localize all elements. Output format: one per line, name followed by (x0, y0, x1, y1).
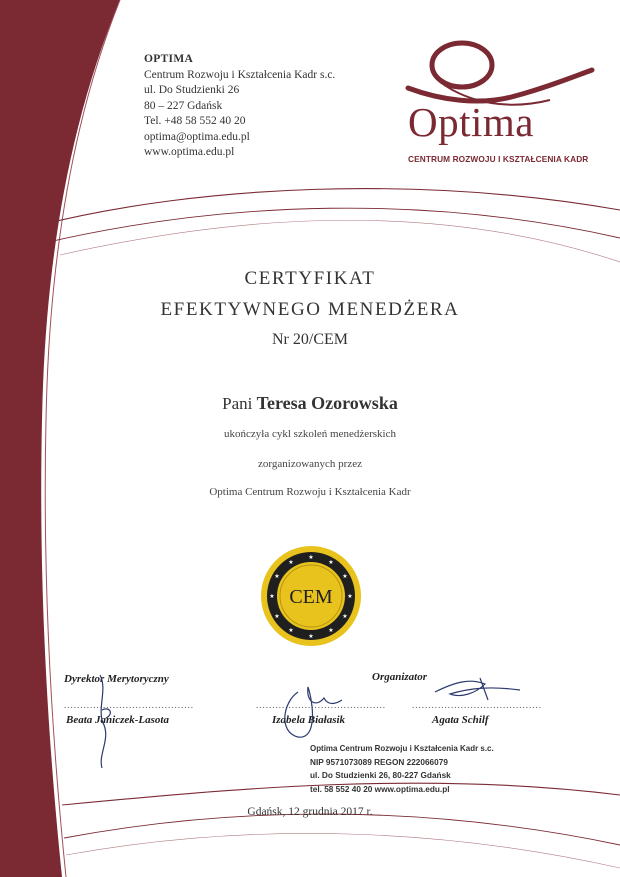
svg-text:★: ★ (308, 633, 314, 640)
stamp-line: ul. Do Studzienki 26, 80-227 Gdańsk (310, 770, 451, 780)
sender-org: OPTIMA (144, 53, 194, 65)
svg-text:★: ★ (269, 593, 275, 600)
svg-text:★: ★ (288, 627, 294, 634)
company-stamp (310, 742, 502, 796)
body-line: Optima Centrum Rozwoju i Kształcenia Kadr (209, 486, 411, 498)
seal-label: CEM (289, 586, 333, 608)
middle-signature-dots: ........................................ (256, 700, 386, 710)
svg-text:★: ★ (328, 559, 334, 566)
sender-address (144, 52, 335, 161)
svg-text:★: ★ (342, 613, 348, 620)
svg-text:★: ★ (274, 613, 280, 620)
lower-swoop-line-3 (66, 833, 620, 868)
left-handwritten-signature (90, 670, 120, 770)
sender-line: Tel. +48 58 552 40 20 (144, 115, 246, 127)
recipient-name: Teresa Ozorowska (256, 393, 398, 413)
upper-swoop-line-1 (40, 189, 620, 225)
svg-text:★: ★ (347, 593, 353, 600)
stamp-line: Optima Centrum Rozwoju i Kształcenia Kadr s.c. (310, 743, 494, 753)
certificate-subtitle: EFEKTYWNEGO MENEDŻERA (160, 299, 460, 320)
svg-text:★: ★ (308, 554, 314, 561)
right-signatory-role: Organizator (372, 671, 428, 683)
logo-wordmark: Optima (408, 99, 534, 145)
svg-text:★: ★ (342, 573, 348, 580)
lower-swoop-line-2 (64, 814, 620, 845)
upper-swoop-line-3 (60, 220, 620, 262)
svg-text:★: ★ (288, 559, 294, 566)
middle-signatory-name: Izabela Białasik (272, 714, 346, 726)
right-signature-dots: ........................................ (412, 700, 542, 710)
right-handwritten-signature (430, 674, 525, 704)
logo-tagline: CENTRUM ROZWOJU I KSZTAŁCENIA KADR (408, 154, 589, 164)
body-line: ukończyła cykl szkoleń menedżerskich (224, 428, 396, 440)
svg-text:★: ★ (274, 573, 280, 580)
sender-line: Centrum Rozwoju i Kształcenia Kadr s.c. (144, 68, 336, 81)
upper-swoop-line-2 (44, 208, 620, 243)
left-signature-dots: ........................................ (64, 700, 194, 710)
cem-seal (259, 544, 363, 648)
left-signatory-name: Beata Janiczek-Lasota (66, 714, 169, 726)
body-line: zorganizowanych przez (258, 458, 362, 470)
left-signatory-role: Dyrektor Merytoryczny (64, 673, 169, 685)
place-and-date: Gdańsk, 12 grudnia 2017 r. (247, 806, 373, 818)
stamp-line: tel. 58 552 40 20 www.optima.edu.pl (310, 783, 450, 794)
sender-line: 80 – 227 Gdańsk (144, 99, 223, 112)
middle-handwritten-signature (278, 682, 348, 742)
sender-line: ul. Do Studzienki 26 (144, 84, 240, 96)
certificate-title: CERTYFIKAT (244, 268, 376, 289)
recipient-line (50, 393, 570, 414)
certificate-number: Nr 20/CEM (272, 331, 348, 348)
right-signatory-name: Agata Schilf (432, 714, 489, 726)
sender-line: www.optima.edu.pl (144, 146, 235, 158)
salutation: Pani (222, 394, 253, 413)
sender-line: optima@optima.edu.pl (144, 130, 250, 143)
stamp-line: NIP 9571073089 REGON 222066079 (310, 756, 448, 767)
svg-text:★: ★ (328, 627, 334, 634)
